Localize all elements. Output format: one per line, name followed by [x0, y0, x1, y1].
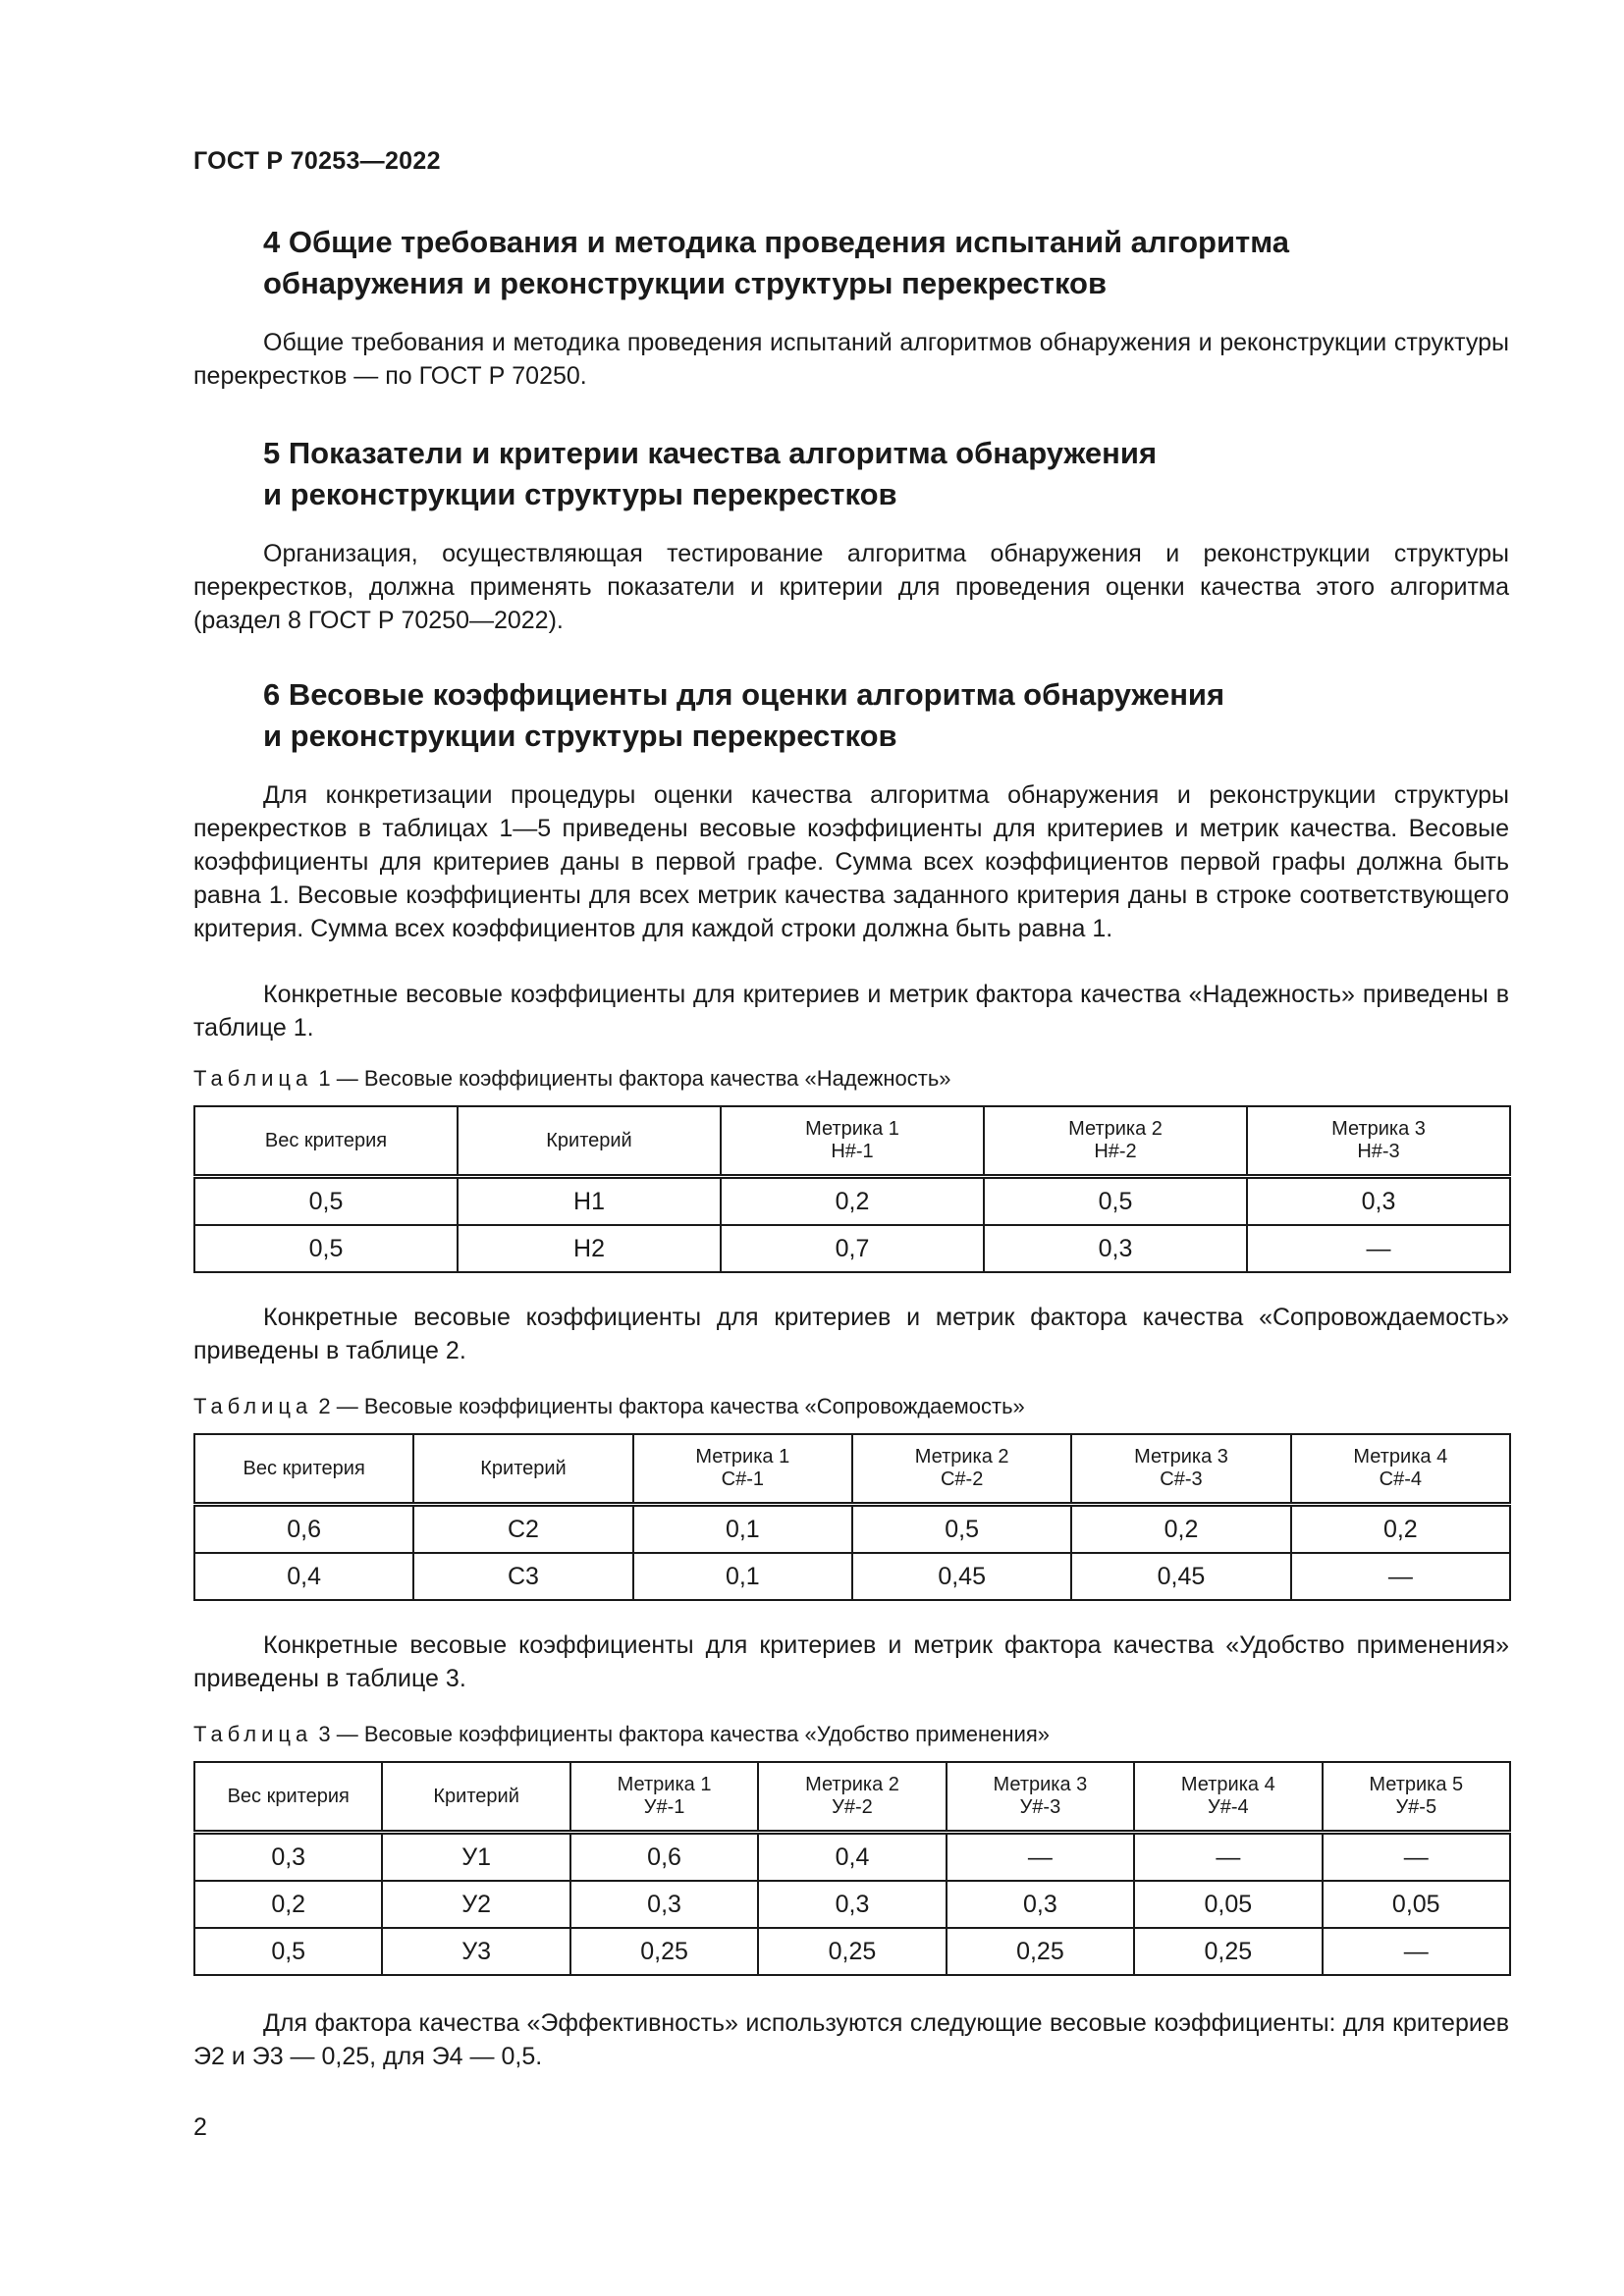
table-cell: 0,05 — [1323, 1881, 1510, 1928]
page-number: 2 — [193, 2113, 207, 2141]
section-5-heading — [263, 433, 1441, 515]
table-row — [194, 1833, 1510, 1882]
table-2 — [193, 1433, 1511, 1601]
section-6-text-2: Конкретные весовые коэффициенты для критериев и метрик фактора качества «Надежность» приведены в таблице 1. — [193, 981, 1509, 1041]
section-4-heading-line1: 4 Общие требования и методика проведения испытаний алгоритма — [263, 225, 1289, 259]
table-1-header-cell: Вес критерия — [194, 1106, 458, 1177]
table-row — [194, 1225, 1510, 1272]
table-cell: — — [1291, 1553, 1510, 1600]
section-6-heading-line2: и реконструкции структуры перекрестков — [263, 719, 897, 753]
section-6-paragraph-1 — [193, 778, 1509, 945]
table-cell: 0,25 — [947, 1928, 1134, 1975]
section-6-text-4: Конкретные весовые коэффициенты для критериев и метрик фактора качества «Удобство применения» приведены в таблице 3. — [193, 1631, 1509, 1692]
table-1-caption-prefix: Таблица — [193, 1066, 313, 1091]
table-cell: Н2 — [458, 1225, 721, 1272]
table-cell: 0,3 — [758, 1881, 946, 1928]
section-6-paragraph-4 — [193, 1629, 1509, 1695]
table-3-caption-text: 3 — Весовые коэффициенты фактора качества «Удобство применения» — [312, 1722, 1051, 1746]
table-3 — [193, 1761, 1511, 1976]
table-cell: У2 — [382, 1881, 569, 1928]
table-row — [194, 1928, 1510, 1975]
table-cell: 0,45 — [1071, 1553, 1290, 1600]
table-cell: У1 — [382, 1833, 569, 1882]
table-3-header-cell: Метрика 5 У#-5 — [1323, 1762, 1510, 1833]
table-cell: 0,5 — [852, 1505, 1071, 1554]
table-1-header-cell: Критерий — [458, 1106, 721, 1177]
table-cell: — — [947, 1833, 1134, 1882]
table-cell: С3 — [413, 1553, 632, 1600]
table-1-header-cell: Метрика 2 Н#-2 — [984, 1106, 1247, 1177]
table-cell: 0,5 — [194, 1177, 458, 1226]
section-4-paragraph — [193, 326, 1509, 393]
table-2-caption-text: 2 — Весовые коэффициенты фактора качества «Сопровождаемость» — [312, 1394, 1025, 1418]
table-cell: 0,3 — [984, 1225, 1247, 1272]
table-2-header-cell: Критерий — [413, 1434, 632, 1505]
section-4-text: Общие требования и методика проведения испытаний алгоритмов обнаружения и реконструкции структуры перекрестков — по ГОСТ Р 70250. — [193, 329, 1509, 390]
table-cell: 0,25 — [570, 1928, 758, 1975]
table-cell: 0,2 — [194, 1881, 382, 1928]
section-5-heading-line1: 5 Показатели и критерии качества алгоритма обнаружения — [263, 436, 1158, 470]
table-3-caption — [193, 1720, 1050, 1749]
table-cell: — — [1323, 1833, 1510, 1882]
table-3-header-cell: Метрика 3 У#-3 — [947, 1762, 1134, 1833]
table-cell: 0,6 — [570, 1833, 758, 1882]
table-cell: 0,1 — [633, 1553, 852, 1600]
table-cell: 0,25 — [1134, 1928, 1322, 1975]
section-6-heading — [263, 674, 1441, 757]
table-cell: 0,4 — [758, 1833, 946, 1882]
table-cell: 0,05 — [1134, 1881, 1322, 1928]
table-cell: 0,1 — [633, 1505, 852, 1554]
table-3-header-cell: Критерий — [382, 1762, 569, 1833]
table-cell: 0,5 — [984, 1177, 1247, 1226]
section-4-heading-line2: обнаружения и реконструкции структуры перекрестков — [263, 266, 1108, 300]
table-row — [194, 1505, 1510, 1554]
table-row — [194, 1553, 1510, 1600]
section-5-paragraph — [193, 537, 1509, 637]
table-2-header-cell: Вес критерия — [194, 1434, 413, 1505]
table-cell: — — [1134, 1833, 1322, 1882]
section-6-paragraph-2 — [193, 978, 1509, 1044]
section-6-paragraph-3 — [193, 1301, 1509, 1367]
table-3-header-row — [194, 1762, 1510, 1833]
table-cell: 0,5 — [194, 1928, 382, 1975]
section-6-text-1: Для конкретизации процедуры оценки качества алгоритма обнаружения и реконструкции структуры перекрестков в таблицах 1—5 приведены весовые коэффициенты для критериев и метрик качества. Весовые коэффициенты для критериев даны в первой графе. Сумма всех коэффициентов первой графы должна быть равна 1. Весовые коэффициенты для всех метрик качества заданного критерия даны в строке соответствующего критерия. Сумма всех коэффициентов для каждой строки должна быть равна 1. — [193, 781, 1509, 942]
table-3-header-cell: Метрика 2 У#-2 — [758, 1762, 946, 1833]
table-3-caption-prefix: Таблица — [193, 1722, 313, 1746]
table-1-caption-text: 1 — Весовые коэффициенты фактора качества «Надежность» — [312, 1066, 951, 1091]
table-2-header-cell: Метрика 2 С#-2 — [852, 1434, 1071, 1505]
table-cell: С2 — [413, 1505, 632, 1554]
section-4-heading — [263, 222, 1441, 304]
table-3-header-cell: Метрика 1 У#-1 — [570, 1762, 758, 1833]
table-3-header-cell: Вес критерия — [194, 1762, 382, 1833]
table-2-caption — [193, 1392, 1025, 1421]
table-cell: — — [1323, 1928, 1510, 1975]
table-1-caption — [193, 1064, 951, 1094]
table-cell: 0,3 — [1247, 1177, 1510, 1226]
table-cell: 0,25 — [758, 1928, 946, 1975]
table-3-header-cell: Метрика 4 У#-4 — [1134, 1762, 1322, 1833]
section-6-text-3: Конкретные весовые коэффициенты для критериев и метрик фактора качества «Сопровождаемость» приведены в таблице 2. — [193, 1304, 1509, 1364]
table-2-caption-prefix: Таблица — [193, 1394, 313, 1418]
table-cell: 0,45 — [852, 1553, 1071, 1600]
section-5-heading-line2: и реконструкции структуры перекрестков — [263, 477, 897, 511]
table-cell: 0,5 — [194, 1225, 458, 1272]
table-2-header-cell: Метрика 4 С#-4 — [1291, 1434, 1510, 1505]
table-2-header-cell: Метрика 1 С#-1 — [633, 1434, 852, 1505]
table-2-header-cell: Метрика 3 С#-3 — [1071, 1434, 1290, 1505]
table-cell: 0,3 — [194, 1833, 382, 1882]
table-2-header-row — [194, 1434, 1510, 1505]
table-cell: 0,2 — [721, 1177, 984, 1226]
table-cell: 0,3 — [947, 1881, 1134, 1928]
section-6-text-5: Для фактора качества «Эффективность» используются следующие весовые коэффициенты: для критериев Э2 и Э3 — 0,25, для Э4 — 0,5. — [193, 2009, 1509, 2070]
table-cell: 0,2 — [1071, 1505, 1290, 1554]
document-header: ГОСТ Р 70253—2022 — [193, 147, 441, 175]
table-row — [194, 1881, 1510, 1928]
table-cell: У3 — [382, 1928, 569, 1975]
table-1 — [193, 1105, 1511, 1273]
table-cell: 0,6 — [194, 1505, 413, 1554]
section-6-paragraph-5 — [193, 2006, 1509, 2073]
table-cell: 0,3 — [570, 1881, 758, 1928]
table-1-header-cell: Метрика 3 Н#-3 — [1247, 1106, 1510, 1177]
table-1-header-cell: Метрика 1 Н#-1 — [721, 1106, 984, 1177]
table-cell: 0,2 — [1291, 1505, 1510, 1554]
section-5-text: Организация, осуществляющая тестирование алгоритма обнаружения и реконструкции структуры перекрестков, должна применять показатели и критерии для проведения оценки качества этого алгоритма (раздел 8 ГОСТ Р 70250—2022). — [193, 540, 1509, 634]
table-cell: 0,7 — [721, 1225, 984, 1272]
table-cell: — — [1247, 1225, 1510, 1272]
table-cell: Н1 — [458, 1177, 721, 1226]
table-cell: 0,4 — [194, 1553, 413, 1600]
table-row — [194, 1177, 1510, 1226]
section-6-heading-line1: 6 Весовые коэффициенты для оценки алгоритма обнаружения — [263, 677, 1225, 712]
table-1-header-row — [194, 1106, 1510, 1177]
